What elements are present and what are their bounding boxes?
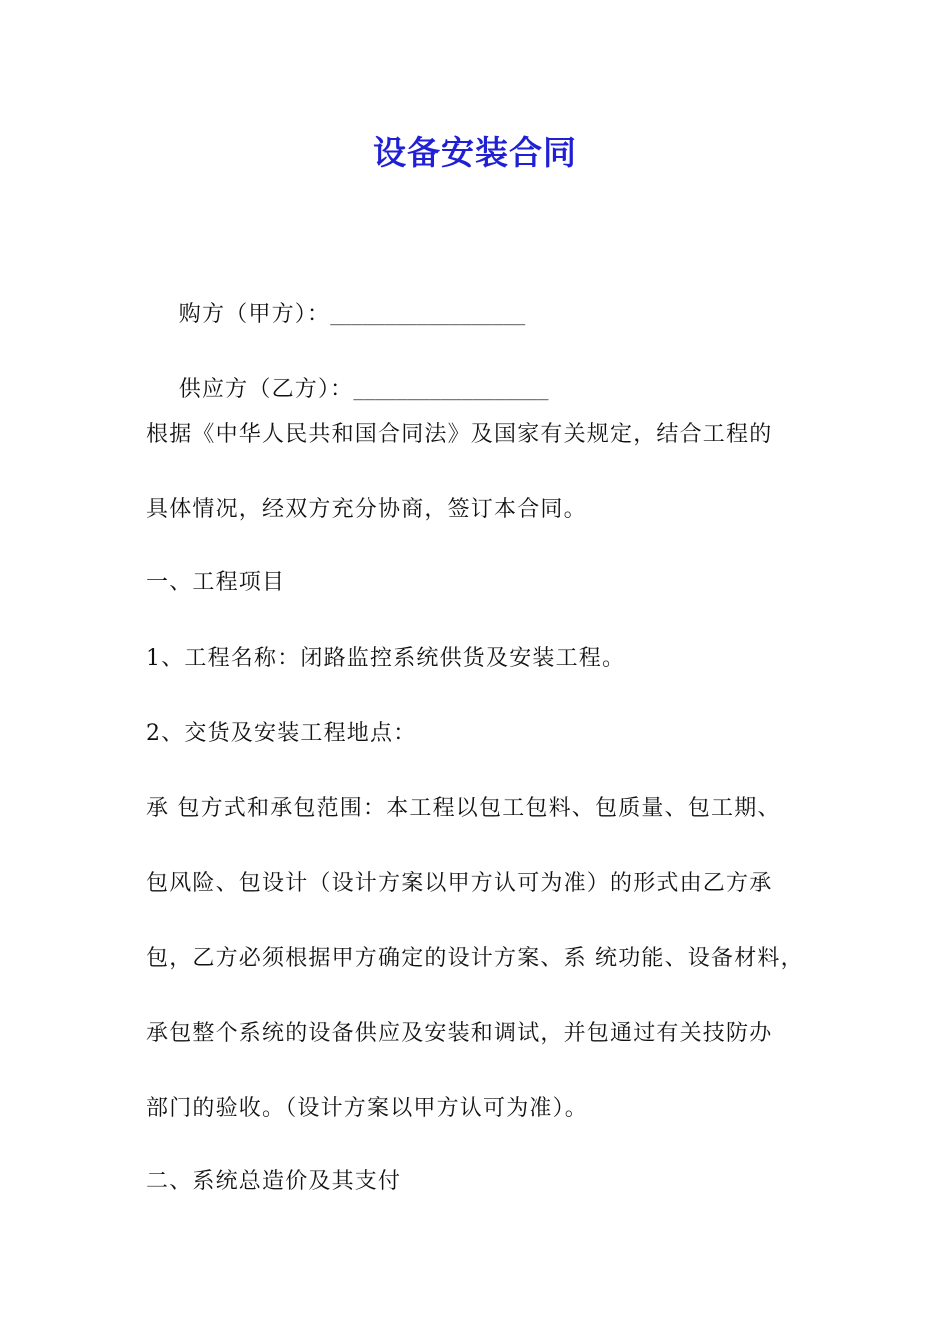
party-b-label: 供应方（乙方）：	[178, 377, 354, 402]
scope-line-4: 承包整个系统的设备供应及安装和调试，并包通过有关技防办	[146, 1021, 773, 1046]
item-1: 1、工程名称：闭路监控系统供货及安装工程。	[146, 646, 626, 671]
scope-line-5: 部门的验收。（设计方案以甲方认可为准）。	[146, 1096, 589, 1121]
document-title: 设备安装合同	[373, 133, 577, 172]
item-2: 2、交货及安装工程地点：	[146, 721, 417, 746]
scope-line-2: 包风险、包设计（设计方案以甲方认可为准）的形式由乙方承	[146, 871, 773, 896]
section-2-heading: 二、系统总造价及其支付	[146, 1169, 402, 1194]
scope-line-3: 包，乙方必须根据甲方确定的设计方案、系 统功能、设备材料，	[146, 946, 804, 971]
scope-line-1: 承 包方式和承包范围：本工程以包工包料、包质量、包工期、	[146, 796, 781, 821]
party-a-blank: __________________	[330, 305, 526, 326]
intro-line-1: 根据《中华人民共和国合同法》及国家有关规定，结合工程的	[146, 422, 773, 447]
party-a-label: 购方（甲方）：	[178, 302, 331, 327]
section-1-heading: 一、工程项目	[146, 570, 286, 595]
intro-line-2: 具体情况，经双方充分协商，签订本合同。	[146, 497, 587, 522]
party-b-blank: __________________	[353, 380, 549, 401]
